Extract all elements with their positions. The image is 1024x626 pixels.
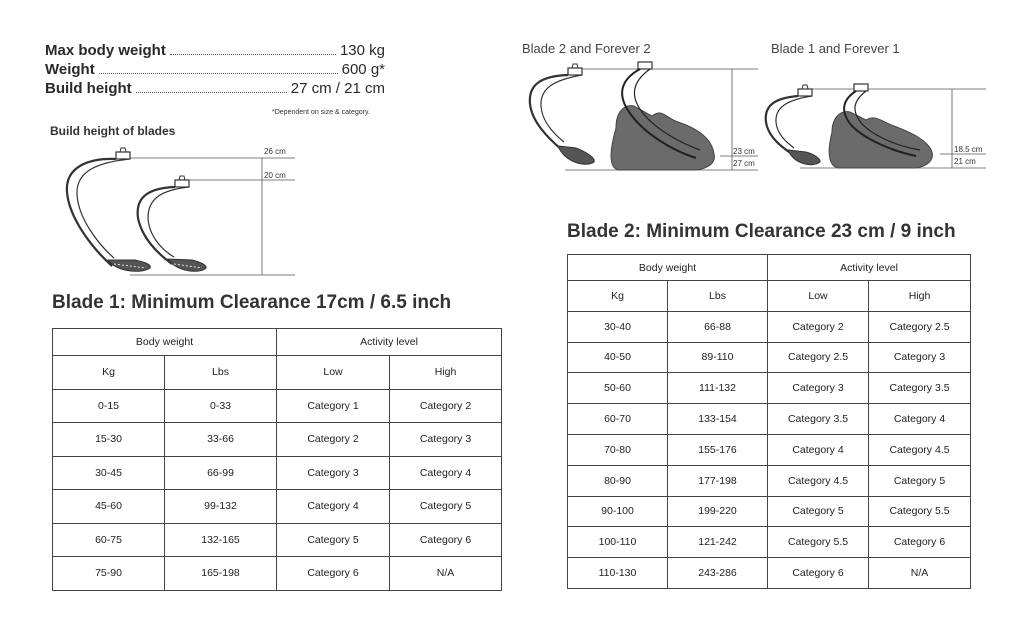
column-header: High (869, 281, 971, 312)
column-header: Low (277, 356, 390, 390)
shoe-figure-right-caption: Blade 1 and Forever 1 (771, 41, 900, 56)
table-cell: 66-88 (668, 311, 768, 342)
column-header: High (390, 356, 502, 390)
table-cell: Category 5.5 (869, 496, 971, 527)
table-cell: 60-75 (53, 523, 165, 557)
table-cell: Category 6 (869, 527, 971, 558)
height-label-large: 26 cm (264, 147, 286, 156)
table-cell: Category 3.5 (869, 373, 971, 404)
dotted-leader (136, 92, 287, 93)
blade1-category-table (52, 328, 502, 591)
table-cell: Category 3 (277, 456, 390, 490)
shoe-with-blade-icon (611, 62, 714, 170)
table-cell: 90-100 (568, 496, 668, 527)
spec-row-build-height (45, 80, 385, 99)
table-cell: Category 3 (390, 423, 502, 457)
spec-label: Build height (45, 80, 132, 97)
table-cell: 30-45 (53, 456, 165, 490)
table-cell: Category 3 (768, 373, 869, 404)
table-cell: Category 2 (277, 423, 390, 457)
table-cell: 165-198 (165, 557, 277, 591)
table-cell: Category 4 (390, 456, 502, 490)
blade2-category-table (567, 254, 971, 589)
table-cell: Category 2.5 (768, 342, 869, 373)
table-cell: 133-154 (668, 404, 768, 435)
height-label-small: 20 cm (264, 171, 286, 180)
column-header: Lbs (165, 356, 277, 390)
table1-title: Blade 1: Minimum Clearance 17cm / 6.5 inch (52, 292, 452, 313)
spec-footnote: *Dependent on size & category. (272, 109, 370, 116)
spec-value: 27 cm / 21 cm (290, 80, 385, 97)
table-row (53, 423, 502, 457)
spec-value: 130 kg (339, 42, 385, 59)
shoe-with-blade-icon (829, 84, 932, 168)
table-cell: 33-66 (165, 423, 277, 457)
table-row (568, 558, 971, 589)
table-cell: Category 5.5 (768, 527, 869, 558)
table-cell: Category 4.5 (869, 434, 971, 465)
blade-icon (766, 85, 820, 165)
height-label-top: 23 cm (733, 147, 755, 156)
spec-label: Weight (45, 61, 95, 78)
table-cell: Category 2 (390, 389, 502, 423)
table-cell: 132-165 (165, 523, 277, 557)
table-cell: Category 5 (277, 523, 390, 557)
table-cell: 243-286 (668, 558, 768, 589)
table-cell: 111-132 (668, 373, 768, 404)
table-row (568, 434, 971, 465)
table-cell: 89-110 (668, 342, 768, 373)
table-cell: 70-80 (568, 434, 668, 465)
table-cell: 121-242 (668, 527, 768, 558)
spec-value: 600 g* (341, 61, 385, 78)
column-header: Kg (53, 356, 165, 390)
small-blade-icon (138, 176, 206, 271)
shoe-figure-left-caption: Blade 2 and Forever 2 (522, 41, 651, 56)
table-cell: Category 4.5 (768, 465, 869, 496)
blade2-shoe-diagram (520, 58, 760, 178)
dotted-leader (170, 54, 336, 55)
table-cell: 50-60 (568, 373, 668, 404)
table-row (53, 389, 502, 423)
table-cell: 75-90 (53, 557, 165, 591)
table-cell: Category 3.5 (768, 404, 869, 435)
table-cell: Category 1 (277, 389, 390, 423)
table-cell: Category 6 (390, 523, 502, 557)
spec-row-weight (45, 61, 385, 80)
column-header: Lbs (668, 281, 768, 312)
table-cell: 0-15 (53, 389, 165, 423)
table-cell: 45-60 (53, 490, 165, 524)
table-cell: 60-70 (568, 404, 668, 435)
table-cell: Category 3 (869, 342, 971, 373)
table-cell: 30-40 (568, 311, 668, 342)
table-cell: Category 6 (277, 557, 390, 591)
table-cell: 40-50 (568, 342, 668, 373)
column-header: Low (768, 281, 869, 312)
height-label-bottom: 21 cm (954, 157, 976, 166)
table-row (568, 311, 971, 342)
group-header-body-weight: Body weight (53, 329, 277, 356)
table-cell: 199-220 (668, 496, 768, 527)
table-row (568, 342, 971, 373)
table-cell: Category 5 (768, 496, 869, 527)
table-cell: Category 5 (390, 490, 502, 524)
table-cell: 110-130 (568, 558, 668, 589)
table-cell: Category 5 (869, 465, 971, 496)
table-cell: Category 4 (277, 490, 390, 524)
table-row (568, 496, 971, 527)
group-header-body-weight: Body weight (568, 255, 768, 281)
group-header-activity-level: Activity level (768, 255, 971, 281)
blade-icon (530, 64, 594, 164)
blades-figure-caption: Build height of blades (50, 124, 176, 138)
table-row (568, 527, 971, 558)
table-cell: 0-33 (165, 389, 277, 423)
table-row (568, 404, 971, 435)
table-cell: 15-30 (53, 423, 165, 457)
table-cell: 100-110 (568, 527, 668, 558)
table-cell: N/A (390, 557, 502, 591)
table-cell: 177-198 (668, 465, 768, 496)
height-label-top: 18.5 cm (954, 145, 983, 154)
table-cell: Category 4 (869, 404, 971, 435)
column-header: Kg (568, 281, 668, 312)
table-cell: Category 2.5 (869, 311, 971, 342)
table2-title: Blade 2: Minimum Clearance 23 cm / 9 inch (567, 221, 956, 242)
spec-label: Max body weight (45, 42, 166, 59)
table-cell: 99-132 (165, 490, 277, 524)
table-row (568, 465, 971, 496)
dotted-leader (99, 73, 338, 74)
spec-row-max-body-weight (45, 42, 385, 61)
table-cell: N/A (869, 558, 971, 589)
table-row (53, 523, 502, 557)
spec-list (45, 42, 385, 99)
table-row (53, 557, 502, 591)
table-cell: Category 2 (768, 311, 869, 342)
group-header-activity-level: Activity level (277, 329, 502, 356)
table-cell: Category 4 (768, 434, 869, 465)
blade1-shoe-diagram (760, 80, 990, 175)
table-row (53, 456, 502, 490)
table-cell: 66-99 (165, 456, 277, 490)
table-row (568, 373, 971, 404)
table-cell: Category 6 (768, 558, 869, 589)
table-cell: 155-176 (668, 434, 768, 465)
table-cell: 80-90 (568, 465, 668, 496)
table-row (53, 490, 502, 524)
height-label-bottom: 27 cm (733, 159, 755, 168)
blades-height-diagram (50, 140, 300, 280)
